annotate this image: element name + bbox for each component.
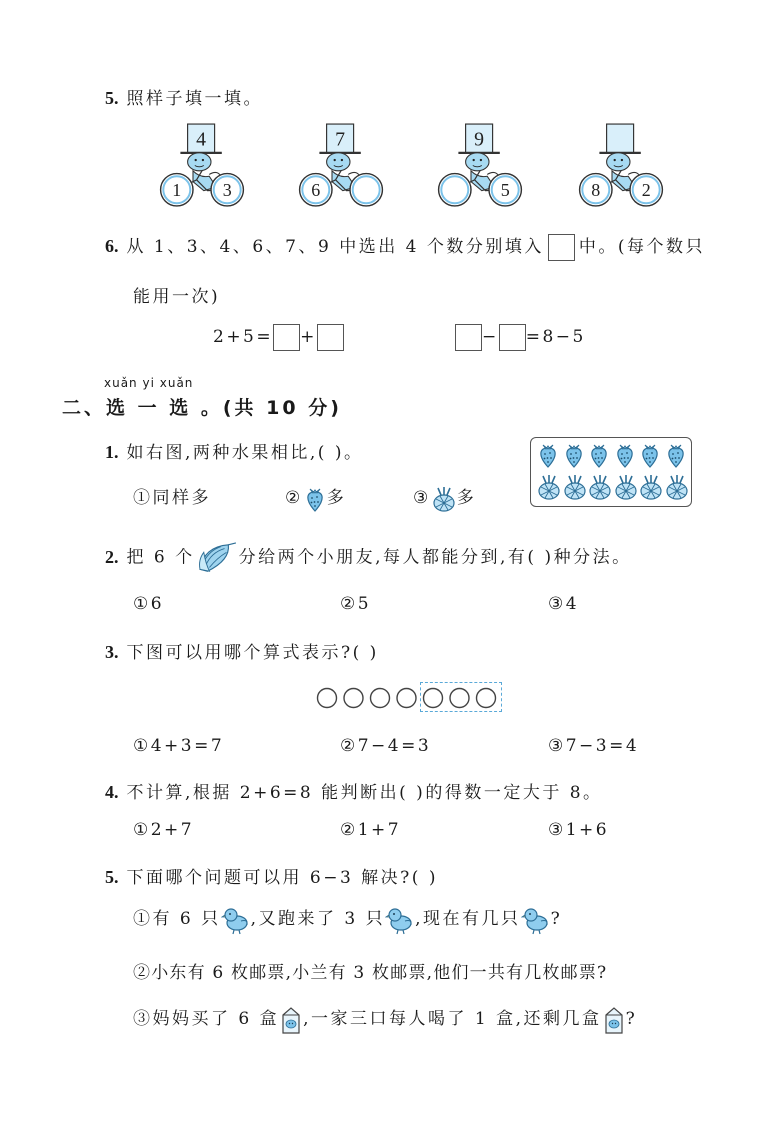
cyclist-figure <box>435 122 525 208</box>
q6-text-c: 能用一次) <box>133 287 221 307</box>
p2-q1-option-2-text: 多 <box>326 488 347 508</box>
circle-mark <box>318 689 337 708</box>
section-pinyin: xuǎn yi xuǎn <box>104 376 194 390</box>
pineapple-icon <box>431 486 457 512</box>
p2-q2-line <box>105 541 632 575</box>
selected-circles-frame <box>420 682 502 712</box>
eq1-answer-box-1[interactable] <box>273 324 300 351</box>
cyclist-figure <box>296 122 386 208</box>
p2-q2-option-3[interactable]: ③4 <box>548 594 580 614</box>
circle-mark <box>397 689 416 708</box>
right-wheel-number: 5 <box>500 180 510 201</box>
p2-q4-text: 不计算,根据 2+6=8 能判断出( )的得数一定大于 8。 <box>126 783 603 803</box>
pineapple-icon <box>562 474 588 500</box>
p2-q5-opt3-a: ③妈妈买了 6 盒 <box>133 1009 280 1029</box>
hat-number: 4 <box>196 128 207 151</box>
pineapple-icon <box>664 474 690 500</box>
p2-q1-text: 如右图,两种水果相比,( )。 <box>126 443 364 463</box>
p2-q1-option-2-marker: ② <box>285 488 303 508</box>
left-wheel-number: 6 <box>311 180 321 201</box>
p2-q5-opt1-b: ,又跑来了 3 只 <box>250 909 386 929</box>
p2-q5-opt3-b: ,一家三口每人喝了 1 盒,还剩几盒 <box>303 1009 602 1029</box>
p2-q4-number: 4. <box>105 782 119 802</box>
p2-q1-option-3-text: 多 <box>456 488 477 508</box>
circle-mark <box>371 689 390 708</box>
chick-icon <box>521 905 551 935</box>
p2-q4-option-1[interactable]: ①2+7 <box>133 820 195 840</box>
q5-line <box>105 84 263 109</box>
strawberry-icon <box>562 442 586 468</box>
p2-q2-text-a: 把 6 个 <box>126 547 195 568</box>
p2-q2-text-b: 分给两个小朋友,每人都能分到,有( )种分法。 <box>238 547 632 568</box>
p2-q5-option-1[interactable] <box>133 904 562 935</box>
eq1-part-a: 2+5= <box>213 327 274 347</box>
strawberry-icon <box>587 442 611 468</box>
corn-icon <box>196 541 238 575</box>
q6-equation-1 <box>213 324 344 351</box>
p2-q2-option-1[interactable]: ①6 <box>133 594 165 614</box>
q6-number: 6. <box>105 236 119 256</box>
eq2-answer-box-1[interactable] <box>455 324 482 351</box>
p2-q5-number: 5. <box>105 867 119 887</box>
eq2-part-b: =8−5 <box>525 327 586 347</box>
p2-q5-option-3[interactable] <box>133 1004 637 1035</box>
strawberry-icon <box>303 486 327 512</box>
p2-q1-option-3[interactable] <box>413 483 476 512</box>
eq2-part-a: − <box>482 327 499 347</box>
q6-text-a: 从 1、3、4、6、7、9 中选出 4 个数分别填入 <box>126 237 544 257</box>
p2-q2-option-2[interactable]: ②5 <box>340 594 372 614</box>
q6-line1 <box>105 232 705 261</box>
eq2-answer-box-2[interactable] <box>499 324 526 351</box>
fruit-comparison-box <box>530 437 692 507</box>
milk-carton-icon <box>279 1005 303 1035</box>
q6-sample-box <box>548 234 575 261</box>
p2-q3-option-3[interactable]: ③7−3=4 <box>548 736 640 756</box>
p2-q1-number: 1. <box>105 442 119 462</box>
strawberry-icon <box>638 442 662 468</box>
p2-q3-text: 下图可以用哪个算式表示?( ) <box>126 643 379 663</box>
p2-q4-option-2[interactable]: ②1+7 <box>340 820 402 840</box>
right-wheel-number: 2 <box>641 180 651 201</box>
p2-q1-option-1[interactable]: ①同样多 <box>133 488 211 508</box>
left-wheel-number: 8 <box>591 180 601 201</box>
p2-q5-opt1-d: ? <box>550 909 563 929</box>
p2-q4-option-3[interactable]: ③1+6 <box>548 820 610 840</box>
p2-q5-opt1-c: ,现在有几只 <box>415 909 521 929</box>
hat-number: 7 <box>335 128 346 151</box>
pineapple-icon <box>638 474 664 500</box>
p2-q5-option-2[interactable]: ②小东有 6 枚邮票,小兰有 3 枚邮票,他们一共有几枚邮票? <box>133 963 608 983</box>
p2-q4-line <box>105 778 603 803</box>
hat-number: 9 <box>474 128 485 151</box>
p2-q3-option-2[interactable]: ②7−4=3 <box>340 736 432 756</box>
right-wheel-number: 3 <box>222 180 232 201</box>
chick-icon <box>221 905 251 935</box>
eq1-answer-box-2[interactable] <box>317 324 344 351</box>
strawberry-icon <box>613 442 637 468</box>
q5-number: 5. <box>105 88 119 108</box>
eq1-part-b: + <box>300 327 317 347</box>
cyclist-figure <box>576 122 666 208</box>
p2-q3-option-1[interactable]: ①4+3=7 <box>133 736 225 756</box>
p2-q1-option-2[interactable] <box>285 483 346 512</box>
p2-q5-text: 下面哪个问题可以用 6−3 解决?( ) <box>126 868 438 888</box>
circle-mark <box>344 689 363 708</box>
p2-q5-opt3-c: ? <box>625 1009 638 1029</box>
p2-q1-option-3-marker: ③ <box>413 488 431 508</box>
p2-q3-number: 3. <box>105 642 119 662</box>
strawberry-icon <box>536 442 560 468</box>
pineapple-icon <box>536 474 562 500</box>
pineapple-icon <box>587 474 613 500</box>
p2-q5-opt1-a: ①有 6 只 <box>133 909 221 929</box>
p2-q3-line <box>105 638 379 663</box>
milk-carton-icon <box>602 1005 626 1035</box>
section-heading: 二、选 一 选 。(共 10 分) <box>62 397 342 419</box>
pineapple-icon <box>613 474 639 500</box>
q6-text-b: 中。(每个数只 <box>578 237 705 257</box>
cyclist-figure <box>157 122 247 208</box>
chick-icon <box>385 905 415 935</box>
p2-q1-line <box>105 438 363 463</box>
strawberry-icon <box>664 442 688 468</box>
left-wheel-number: 1 <box>172 180 182 201</box>
p2-q5-line <box>105 863 438 888</box>
q5-text: 照样子填一填。 <box>126 89 263 109</box>
p2-q2-number: 2. <box>105 546 119 567</box>
q6-equation-2 <box>455 324 586 351</box>
